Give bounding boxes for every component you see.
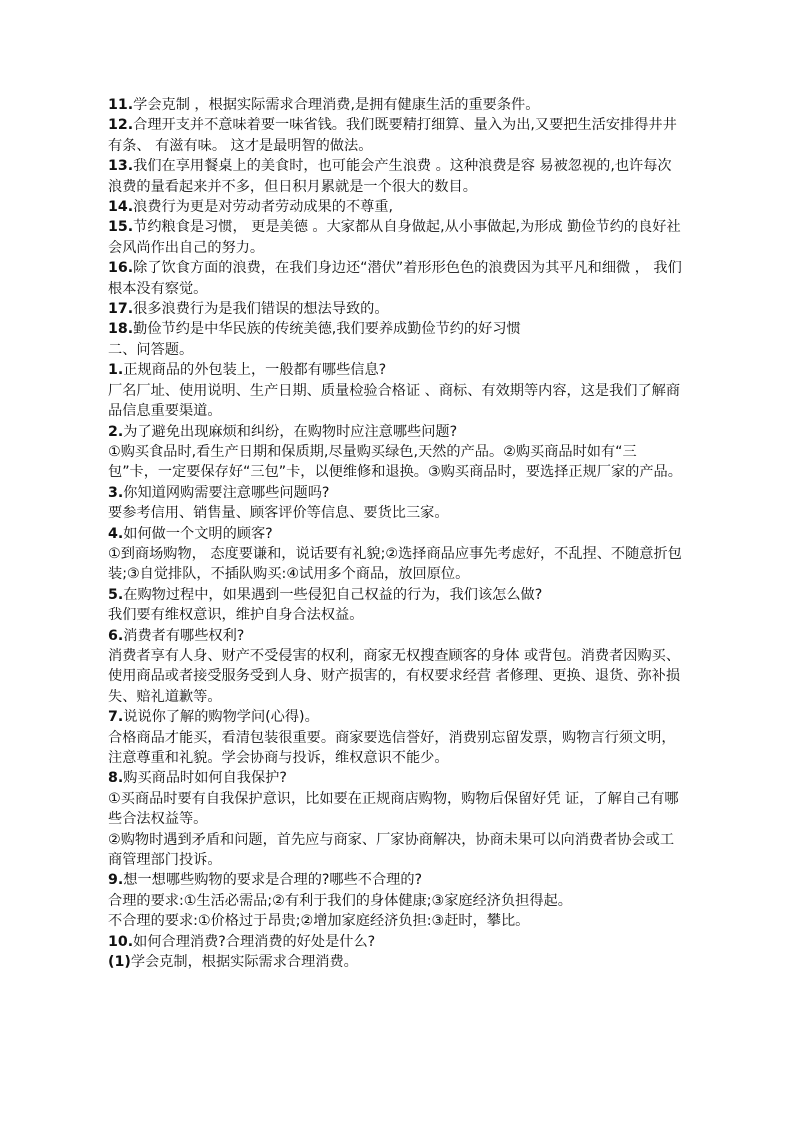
item-number: 6.: [108, 627, 124, 644]
item-number: 9.: [108, 872, 124, 889]
paragraph-text: 消费者有哪些权利?: [123, 627, 245, 644]
paragraph: [108, 483, 683, 503]
item-number: 2.: [108, 423, 124, 440]
paragraph-text: 为了避免出现麻烦和纠纷，在购物时应注意哪些问题?: [123, 423, 458, 440]
paragraph-text: 我们要有维权意识，维护自身合法权益。: [108, 607, 364, 624]
paragraph: [108, 258, 683, 299]
paragraph-text: 如何做一个文明的顾客?: [123, 525, 273, 542]
paragraph-text: 正规商品的外包装上，一般都有哪些信息?: [123, 362, 387, 379]
paragraph-text: 如何合理消费?合理消费的好处是什么?: [133, 933, 376, 950]
paragraph-text: 勤俭节约是中华民族的传统美德,我们要养成勤俭节约的好习惯: [133, 321, 521, 338]
paragraph: [108, 707, 683, 727]
paragraph: [108, 217, 683, 258]
paragraph-text: 节约粮食是习惯， 更是美德 。大家都从自身做起,从小事做起,为形成 勤俭节约的良好社会风尚作出自己的努力。: [108, 219, 681, 256]
paragraph-text: 很多浪费行为是我们错误的想法导致的。: [133, 301, 389, 318]
item-number: 4.: [108, 525, 124, 542]
paragraph-text: 要参考信用、销售量、顾客评价等信息、要货比三家。: [108, 505, 449, 522]
item-number: 17.: [108, 301, 134, 318]
paragraph: [108, 626, 683, 646]
item-number: 10.: [108, 933, 134, 950]
item-number: 3.: [108, 484, 124, 501]
paragraph-text: 购买商品时如何自我保护?: [123, 770, 287, 787]
paragraph-text: 不合理的要求:①价格过于昂贵;②增加家庭经济负担:③赶时，攀比。: [108, 913, 530, 930]
paragraph: [108, 197, 683, 217]
paragraph-text: 学会克制，根据实际需求合理消费。: [130, 954, 358, 971]
paragraph: [108, 891, 683, 911]
paragraph: [108, 768, 683, 788]
paragraph-text: ①买商品时要有自我保护意识，比如要在正规商店购物，购物后保留好凭 证，了解自己有哪些合法权益等。: [108, 790, 679, 828]
item-number: 12.: [108, 117, 134, 134]
paragraph-text: 想一想哪些购物的要求是合理的?哪些不合理的?: [123, 872, 423, 889]
item-number: (1): [108, 954, 131, 971]
item-number: 16.: [108, 260, 134, 277]
paragraph-text: 合格商品才能买，看清包装很重要。商家要选信誉好，消费别忘留发票，购物言行须文明，注意尊重和礼貌。学会协商与投诉，维权意识不能少。: [108, 729, 676, 766]
paragraph: [108, 503, 683, 523]
paragraph-text: 浪费行为更是对劳动者劳动成果的不尊重,: [133, 199, 394, 216]
paragraph: [108, 728, 683, 769]
paragraph-text: 厂名厂址、使用说明、生产日期、质量检验合格证 、商标、有效期等内容，这是我们了解商品信息重要渠道。: [108, 382, 681, 420]
paragraph-text: 二、问答题。: [108, 341, 194, 358]
paragraph-text: 合理的要求:①生活必需品;②有利于我们的身体健康;③家庭经济负担得起。: [108, 892, 572, 909]
item-number: 14.: [108, 199, 134, 216]
paragraph-text: 我们在享用餐桌上的美食时，也可能会产生浪费 。这种浪费是容 易被忽视的,也许每次浪费的量看起来并不多，但日积月累就是一个很大的数目。: [108, 158, 672, 195]
paragraph: [108, 422, 683, 442]
item-number: 18.: [108, 321, 134, 338]
paragraph: [108, 319, 683, 339]
item-number: 15.: [108, 219, 134, 236]
paragraph: [108, 156, 683, 197]
paragraph-text: 消费者享有人身、财产不受侵害的权利，商家无权搜查顾客的身体 或背包。消费者因购买、使用商品或者接受服务受到人身、财产损害的，有权要求经营 者修理、更换、退货、弥补损失、赔礼道歉等。: [108, 647, 681, 705]
paragraph-text: 你知道网购需要注意哪些问题吗?: [123, 484, 330, 501]
paragraph: [108, 95, 683, 115]
paragraph-text: ①到商场购物， 态度要谦和，说话要有礼貌;②选择商品应事先考虑好，不乱捏、不随意折包装;③自觉排队，不插队购买:④试用多个商品，放回原位。: [108, 545, 682, 583]
item-number: 11.: [108, 97, 134, 113]
paragraph-text: ②购物时遇到矛盾和问题，首先应与商家、厂家协商解决，协商未果可以向消费者协会或工商管理部门投诉。: [108, 831, 675, 869]
paragraph: [108, 381, 683, 422]
paragraph: [108, 115, 683, 156]
paragraph-text: 学会克制 ，根据实际需求合理消费,是拥有健康生活的重要条件。: [133, 97, 540, 113]
paragraph: [108, 870, 683, 890]
item-number: 1.: [108, 362, 124, 379]
item-number: 13.: [108, 158, 134, 175]
item-number: 7.: [108, 709, 124, 726]
item-number: 5.: [108, 586, 124, 603]
paragraph: [108, 524, 683, 544]
paragraph: [108, 360, 683, 380]
paragraph: [108, 442, 683, 483]
paragraph: [108, 299, 683, 319]
document-page: [108, 95, 683, 972]
paragraph: [108, 646, 683, 707]
paragraph: [108, 605, 683, 625]
paragraph: [108, 952, 683, 972]
paragraph-text: 说说你了解的购物学问(心得)。: [123, 709, 319, 726]
paragraph-text: 合理开支并不意味着要一味省钱。我们既要精打细算、量入为出,又要把生活安排得井井有条、 有滋有味。 这才是最明智的做法。: [108, 117, 677, 154]
paragraph-text: ①购买食品时,看生产日期和保质期,尽量购买绿色,天然的产品。②购买商品时如有“三包”卡，一定要保存好“三包”卡，以便维修和退换。③购买商品时，要选择正规厂家的产品。: [108, 443, 682, 481]
paragraph: [108, 830, 683, 871]
paragraph: [108, 911, 683, 931]
item-number: 8.: [108, 770, 124, 787]
paragraph: [108, 544, 683, 585]
paragraph: [108, 789, 683, 830]
paragraph-text: 除了饮食方面的浪费，在我们身边还“潜伏”着形形色色的浪费因为其平凡和细微 ， 我们根本没有察觉。: [108, 260, 682, 297]
paragraph: [108, 585, 683, 605]
paragraph-text: 在购物过程中，如果遇到一些侵犯自己权益的行为，我们该怎么做?: [123, 586, 543, 603]
paragraph: [108, 340, 683, 360]
paragraph: [108, 932, 683, 952]
